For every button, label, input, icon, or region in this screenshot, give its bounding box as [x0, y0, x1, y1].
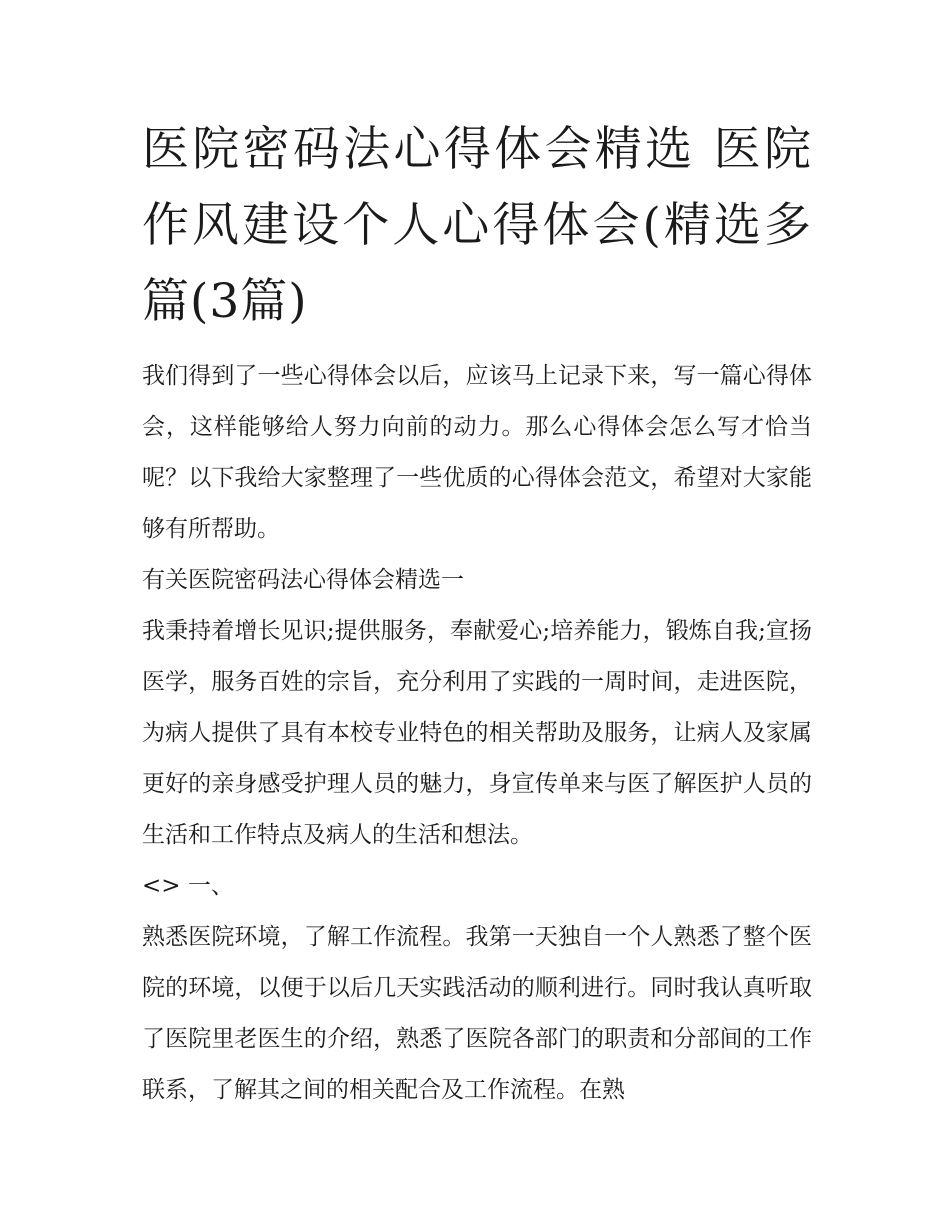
body-paragraph: 我秉持着增长见识;提供服务，奉献爱心;培养能力，锻炼自我;宣扬医学，服务百姓的宗旨，充分利用了实践的一周时间，走进医院，为病人提供了具有本校专业特色的相关帮助及服务，让病人及家属更好的亲身感受护理人员的魅力，身宣传单来与医了解医护人员的生活和工作特点及病人的生活和想法。	[142, 618, 812, 848]
body-paragraph: 熟悉医院环境，了解工作流程。我第一天独自一个人熟悉了整个医院的环境，以便于以后几天实践活动的顺利进行。同时我认真听取了医院里老医生的介绍，熟悉了医院各部门的职责和分部间的工作联系，了解其之间的相关配合及工作流程。在熟	[142, 924, 812, 1103]
intro-paragraph: 我们得到了一些心得体会以后，应该马上记录下来，写一篇心得体会，这样能够给人努力向前的动力。那么心得体会怎么写才恰当呢？以下我给大家整理了一些优质的心得体会范文，希望对大家能够有所帮助。	[142, 363, 812, 542]
document-title: 医院密码法心得体会精选 医院作风建设个人心得体会(精选多篇(3篇)	[142, 122, 812, 329]
list-marker: <> 一、	[142, 873, 234, 899]
section-heading: 有关医院密码法心得体会精选一	[142, 567, 464, 593]
document-page	[142, 112, 812, 1116]
